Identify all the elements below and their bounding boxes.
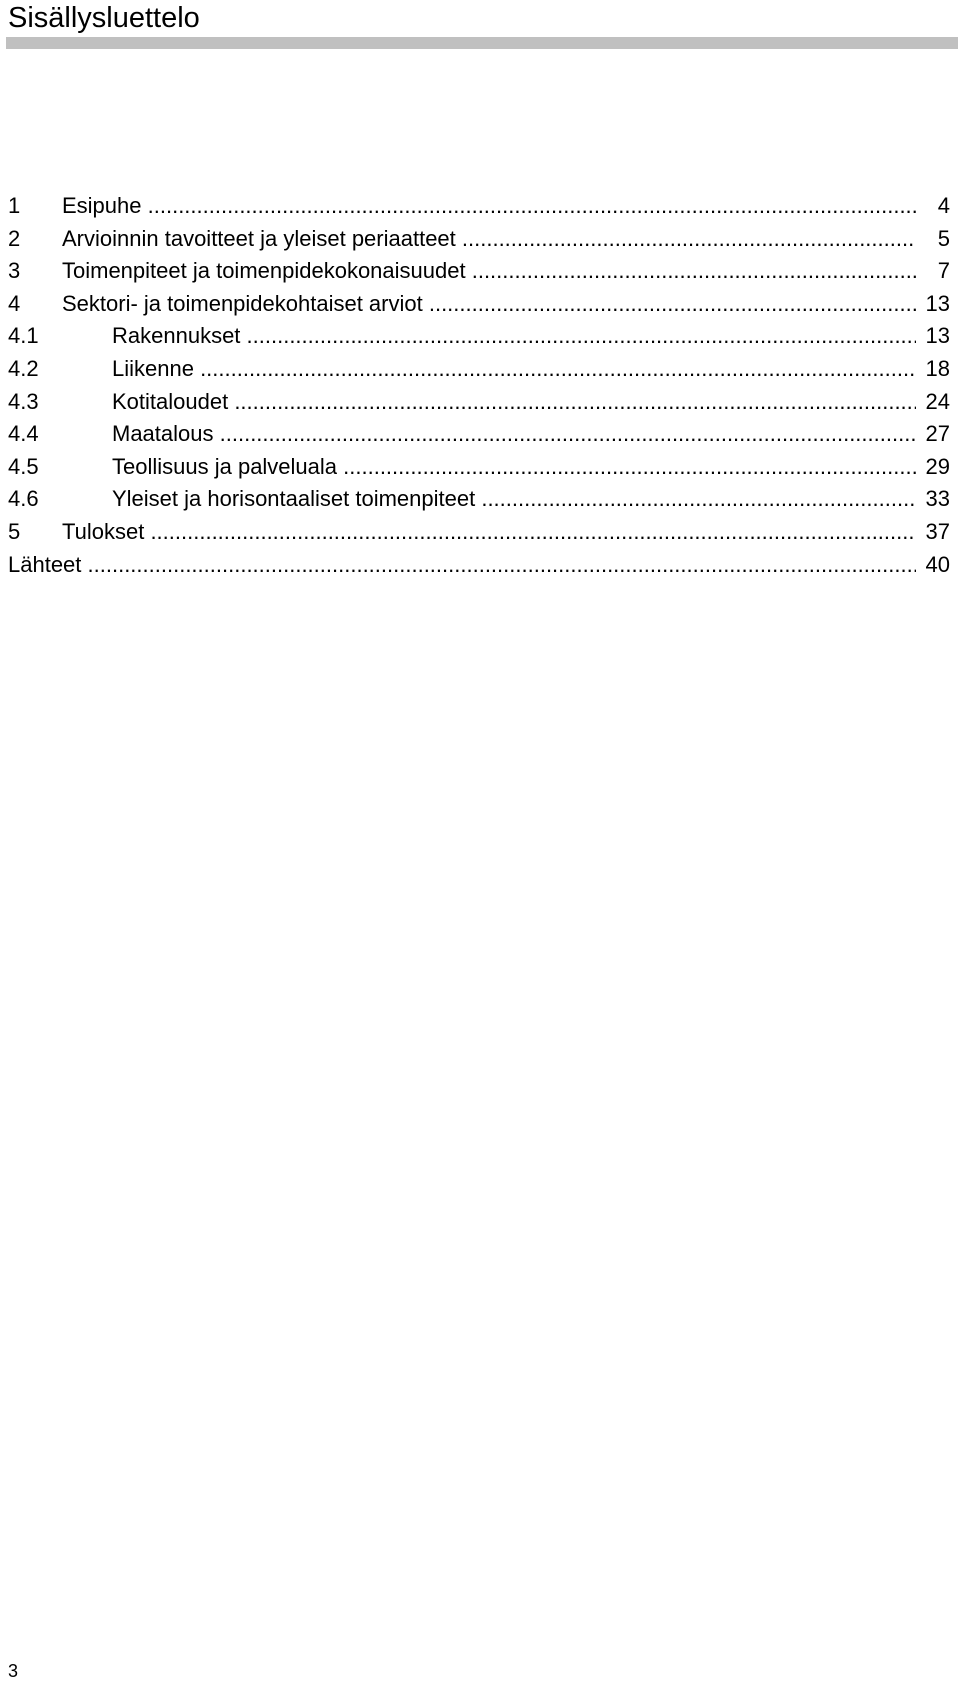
toc-entry-title[interactable]: Maatalous .....: [112, 418, 920, 450]
toc-entry-number: 5: [8, 518, 21, 544]
toc-entry-number: 3: [8, 258, 21, 284]
toc-entry-page: 4: [916, 190, 950, 222]
toc-entry-title[interactable]: Kotitaloudet .....: [112, 386, 920, 418]
toc-entry-page: 5: [916, 223, 950, 255]
toc-entry-maatalous[interactable]: [0, 418, 960, 451]
toc-entry-number: 4.4: [8, 421, 39, 447]
toc-entry-page: 18: [916, 353, 950, 385]
toc-entry-number: 4.2: [8, 355, 39, 381]
table-of-contents: [0, 190, 960, 581]
toc-entry-toimenpiteet[interactable]: [0, 255, 960, 288]
toc-entry-page: 33: [916, 483, 950, 515]
toc-entry-page: 24: [916, 386, 950, 418]
toc-entry-number: 1: [8, 193, 21, 218]
toc-entry-title[interactable]: Rakennukset .....: [112, 320, 920, 352]
toc-entry-title[interactable]: Esipuhe .....: [62, 190, 920, 222]
toc-entry-page: 40: [916, 549, 950, 581]
toc-entry-tulokset[interactable]: [0, 516, 960, 549]
page-number: 3: [8, 1661, 19, 1681]
toc-entry-esipuhe[interactable]: [0, 190, 960, 223]
toc-entry-number: 4.5: [8, 453, 39, 479]
toc-entry-lahteet[interactable]: [0, 549, 960, 582]
toc-entry-title[interactable]: Sektori- ja toimenpidekohtaiset arviot .....: [62, 288, 920, 320]
toc-entry-page: 27: [916, 418, 950, 450]
toc-entry-page: 29: [916, 451, 950, 483]
toc-entry-arvioinnin-tavoitteet[interactable]: [0, 223, 960, 256]
toc-entry-kotitaloudet[interactable]: [0, 386, 960, 419]
toc-entry-page: 7: [916, 255, 950, 287]
toc-entry-teollisuus[interactable]: [0, 451, 960, 484]
page-title: Sisällysluettelo: [8, 2, 200, 34]
toc-entry-title[interactable]: Lähteet .....: [8, 549, 920, 581]
title-underline-bar: [6, 37, 958, 49]
toc-entry-title[interactable]: Teollisuus ja palveluala .....: [112, 451, 920, 483]
toc-entry-number: 4.6: [8, 486, 39, 512]
toc-entry-title[interactable]: Tulokset .....: [62, 516, 920, 548]
toc-entry-title[interactable]: Liikenne .....: [112, 353, 920, 385]
toc-entry-title[interactable]: Toimenpiteet ja toimenpidekokonaisuudet .....: [62, 255, 920, 287]
toc-entry-liikenne[interactable]: [0, 353, 960, 386]
toc-entry-page: 37: [916, 516, 950, 548]
toc-entry-page: 13: [916, 320, 950, 352]
toc-entry-number: 4: [8, 290, 21, 316]
toc-entry-rakennukset[interactable]: [0, 320, 960, 353]
toc-entry-page: 13: [916, 288, 950, 320]
toc-entry-title[interactable]: Yleiset ja horisontaaliset toimenpiteet .....: [112, 483, 920, 515]
toc-entry-sektori-arviot[interactable]: [0, 288, 960, 321]
toc-entry-number: 2: [8, 225, 21, 251]
toc-entry-title[interactable]: Arvioinnin tavoitteet ja yleiset periaatteet .....: [62, 223, 920, 255]
toc-entry-number: 4.1: [8, 323, 39, 349]
toc-entry-yleiset-toimenpiteet[interactable]: [0, 483, 960, 516]
toc-entry-number: 4.3: [8, 388, 39, 414]
